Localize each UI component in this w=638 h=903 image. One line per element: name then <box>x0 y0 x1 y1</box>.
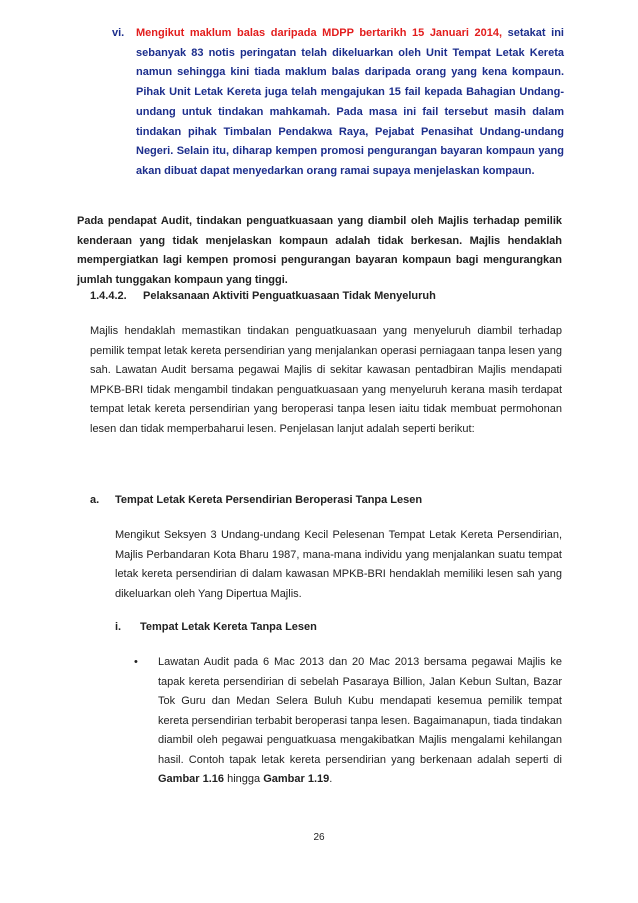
subsection-a-title: Tempat Letak Kereta Persendirian Beroperasi Tanpa Lesen <box>115 494 423 506</box>
page-number: 26 <box>313 832 325 843</box>
subsection-i-number: i. <box>115 621 122 633</box>
subsection-a-number: a. <box>90 494 100 506</box>
item-number: vi. <box>112 27 125 39</box>
figure-ref-end: Gambar 1.19 <box>263 773 330 785</box>
subsection-i-title: Tempat Letak Kereta Tanpa Lesen <box>140 621 317 633</box>
bullet-text-end: . <box>329 773 333 785</box>
subsection-a-paragraph: Mengikut Seksyen 3 Undang-undang Kecil Pelesenan Tempat Letak Kereta Persendirian, Majlis Perbandaran Kota Bharu 1987, mana-mana individu yang menjalankan suatu tempat letak kereta persendirian di dalam kawasan MPKB-BRI hendaklah memiliki lesen sah yang dikeluarkan oleh Yang Dipertua Majlis. <box>115 529 562 600</box>
section-title: Pelaksanaan Aktiviti Penguatkuasaan Tidak Menyeluruh <box>143 290 436 302</box>
item-text-blue: setakat ini sebanyak 83 notis peringatan telah dikeluarkan oleh Unit Tempat Letak Kereta namun sehingga kini tiada maklum balas daripada orang yang kena kompaun. Pihak Unit Letak Kereta juga telah mengajukan 15 fail kepada Bahagian Undang-undang untuk tindakan mahkamah. Pada masa ini fail tersebut masih dalam tindakan pihak Timbalan Pendakwa Raya, Pejabat Penasihat Undang-undang Negeri. Selain itu, diharap kempen promosi pengurangan bayaran kompaun yang akan dibuat dapat menyedarkan orang ramai supaya menjelaskan kompaun. <box>136 27 564 177</box>
bullet-text-mid: hingga <box>227 773 261 785</box>
section-body-paragraph: Majlis hendaklah memastikan tindakan penguatkuasaan yang menyeluruh diambil terhadap pemilik tempat letak kereta persendirian yang menjalankan operasi perniagaan tanpa lesen yang sah. Lawatan Audit bersama pegawai Majlis di sekitar kawasan pentadbiran Majlis mendapati MPKB-BRI tidak mengambil tindakan penguatkuasaan yang menyeluruh kerana masih terdapat tempat letak kereta persendirian yang beroperasi tanpa lesen iaitu tidak membuat permohonan lesen dan tidak memperbaharui lesen. Penjelasan lanjut adalah seperti berikut: <box>90 325 562 435</box>
bullet-paragraph <box>158 653 562 790</box>
section-heading <box>90 288 436 304</box>
bullet-icon: • <box>134 656 138 668</box>
item-text <box>136 24 564 182</box>
figure-ref-start: Gambar 1.16 <box>158 773 225 785</box>
subsection-i-heading <box>115 619 317 635</box>
section-number: 1.4.4.2. <box>90 290 127 302</box>
item-text-red: Mengikut maklum balas daripada MDPP bertarikh 15 Januari 2014, <box>136 27 503 39</box>
subsection-a-heading <box>90 492 422 508</box>
bullet-text: Lawatan Audit pada 6 Mac 2013 dan 20 Mac 2013 bersama pegawai Majlis ke tapak kereta persendirian di sebelah Pasaraya Billion, Jalan Kebun Sultan, Bazar Tok Guru dan Medan Selera Buluh Kubu mendapati kesemua pemilik tempat kereta persendirian terbabit beroperasi tanpa lesen. Bagaimanapun, tiada tindakan diambil oleh pegawai penguatkuasa mengakibatkan Majlis mengalami kehilangan hasil. Contoh tapak letak kereta persendirian yang berkenaan adalah seperti di <box>158 656 562 766</box>
audit-opinion-paragraph: Pada pendapat Audit, tindakan penguatkuasaan yang diambil oleh Majlis terhadap pemilik kenderaan yang tidak menjelaskan kompaun adalah tidak berkesan. Majlis hendaklah mempergiatkan lagi kempen promosi pengurangan bayaran kompaun bagi mengurangkan jumlah tunggakan kompaun yang tinggi. <box>77 215 562 287</box>
